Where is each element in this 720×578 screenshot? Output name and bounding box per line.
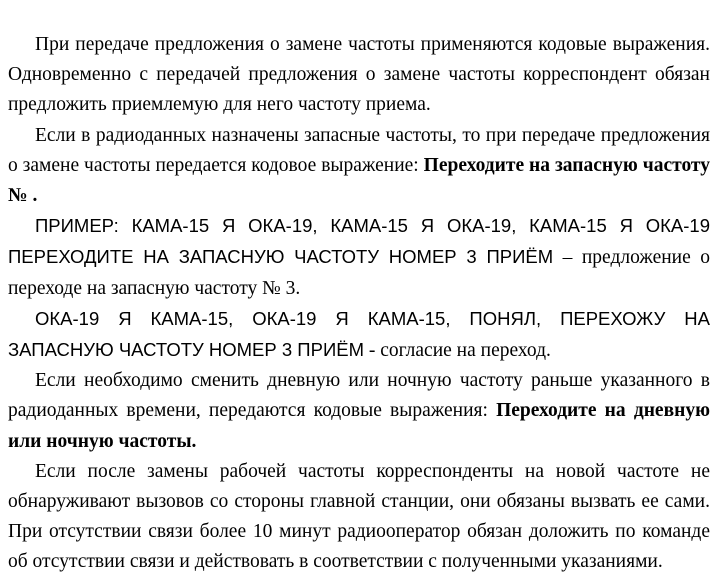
example-radio-message: ПРИМЕР: КАМА-15 Я ОКА-19, КАМА-15 Я ОКА-19, КАМА-15 Я ОКА-19 ПЕРЕХОДИТЕ НА ЗАПАСНУЮ ЧАСТОТУ НОМЕР 3 ПРИЁМ	[8, 215, 710, 268]
paragraph-text: При передаче предложения о замене частоты применяются кодовые выражения. Одновременно с передачей предложения о замене частоты корреспондент обязан предложить приемлемую для него частоту приема.	[8, 34, 710, 116]
paragraph-no-connection	[8, 457, 710, 578]
example-explanation: – предложение о переходе на запасную частоту № 3.	[8, 247, 710, 299]
code-phrase-day-night: Переходите на дневную или ночную частоты.	[8, 400, 710, 452]
reply-explanation: - согласие на переход.	[364, 340, 551, 362]
paragraph-example-request	[8, 211, 710, 304]
paragraph-text: Если в радиоданных назначены запасные частоты, то при передаче предложения о замене частоты передается кодовое выражение:	[8, 124, 710, 176]
paragraph-example-reply	[8, 304, 710, 366]
paragraph-spare-frequency	[8, 121, 710, 212]
paragraph-text: Если необходимо сменить дневную или ночную частоту раньше указанного в радиоданных времени, передаются кодовые выражения:	[8, 370, 710, 422]
paragraph-day-night-frequency	[8, 366, 710, 457]
example-radio-reply: ОКА-19 Я КАМА-15, ОКА-19 Я КАМА-15, ПОНЯЛ, ПЕРЕХОЖУ НА ЗАПАСНУЮ ЧАСТОТУ НОМЕР 3 ПРИЁМ	[8, 307, 710, 361]
paragraph-text: Если после замены рабочей частоты корреспонденты на новой частоте не обнаруживают вызовов со стороны главной станции, они обязаны вызвать ее сами. При отсутствии связи более 10 минут радиооператор обязан доложить по команде об отсутствии связи и действовать в соответствии с полученными указаниями.	[8, 460, 710, 573]
paragraph-frequency-change-intro	[8, 30, 710, 121]
code-phrase-spare-frequency: Переходите на запасную частоту № .	[8, 154, 711, 207]
